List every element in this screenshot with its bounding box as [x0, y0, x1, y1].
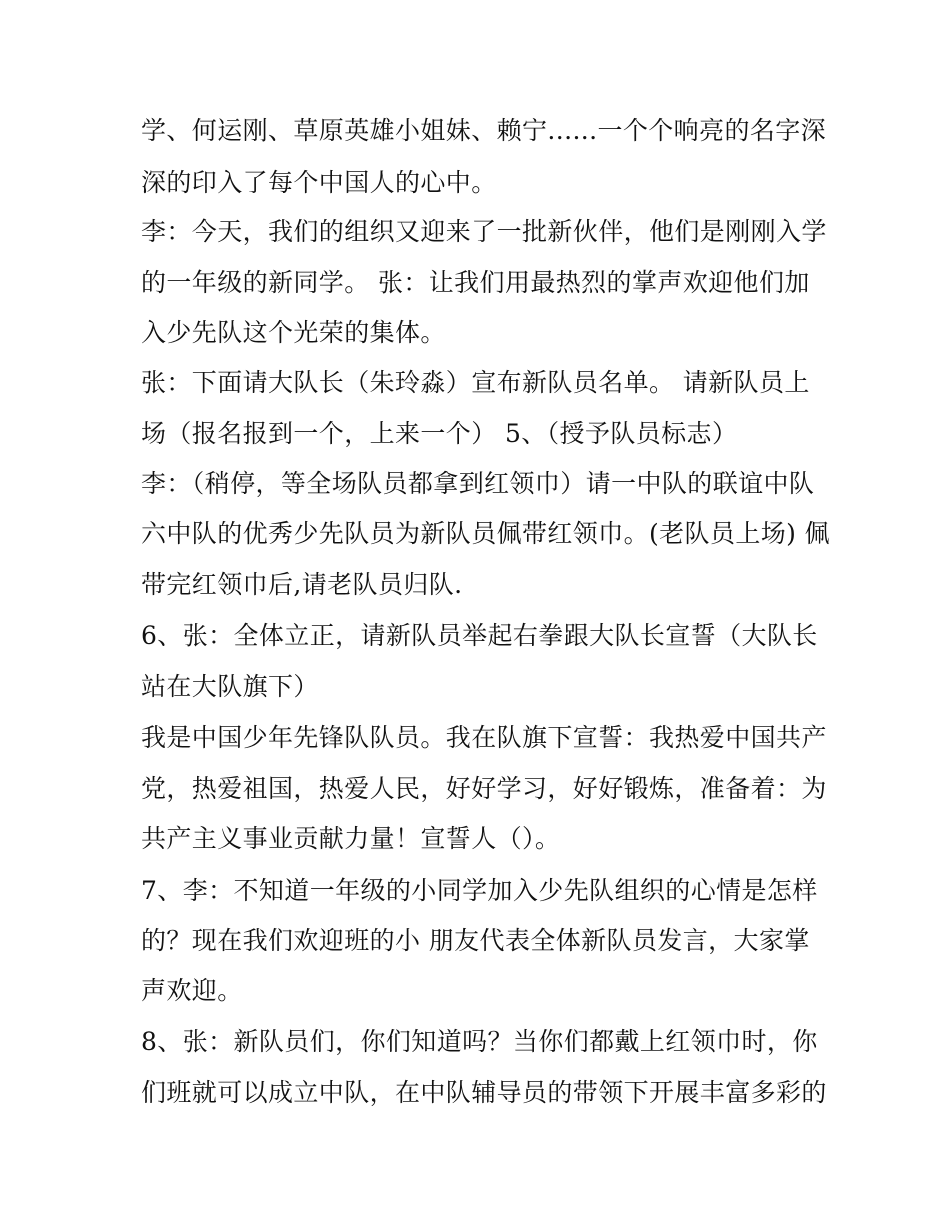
- text-line: 深的印入了每个中国人的心中。: [141, 168, 497, 197]
- text-line: 我是中国少年先锋队队员。我在队旗下宣誓：我热爱中国共产: [141, 723, 827, 752]
- text-line: 李：（稍停，等全场队员都拿到红领巾）请一中队的联谊中队: [141, 469, 815, 498]
- text-line: 六中队的优秀少先队员为新队员佩带红领巾。(老队员上场) 佩: [141, 519, 831, 548]
- text-line: 党，热爱祖国，热爱人民，好好学习，好好锻炼，准备着：为: [141, 774, 827, 803]
- text-line: 学、何运刚、草原英雄小姐妹、赖宁......一个个响亮的名字深: [141, 116, 827, 145]
- text-line: 声欢迎。: [141, 976, 243, 1005]
- text-line: 的？现在我们欢迎班的小 朋友代表全体新队员发言，大家掌: [141, 926, 810, 955]
- text-line: 8、张：新队员们，你们知道吗？当你们都戴上红领巾时，你: [141, 1027, 818, 1056]
- text-line: 们班就可以成立中队，在中队辅导员的带领下开展丰富多彩的: [141, 1078, 827, 1107]
- text-line: 李：今天，我们的组织又迎来了一批新伙伴，他们是刚刚入学: [141, 217, 827, 246]
- text-line: 7、李：不知道一年级的小同学加入少先队组织的心情是怎样: [141, 876, 818, 905]
- text-line: 场（报名报到一个，上来一个） 5、（授予队员标志）: [141, 419, 738, 448]
- text-line: 的一年级的新同学。 张：让我们用最热烈的掌声欢迎他们加: [141, 268, 810, 297]
- text-line: 共产主义事业贡献力量！宣誓人（）。: [141, 824, 561, 853]
- text-line: 6、张：全体立正，请新队员举起右拳跟大队长宣誓（大队长: [141, 621, 818, 650]
- text-line: 带完红领巾后,请老队员归队.: [141, 570, 463, 599]
- text-line: 站在大队旗下）: [141, 672, 319, 701]
- text-line: 入少先队这个光荣的集体。: [141, 318, 446, 347]
- text-line: 张：下面请大队长（朱玲淼）宣布新队员名单。 请新队员上: [141, 368, 810, 397]
